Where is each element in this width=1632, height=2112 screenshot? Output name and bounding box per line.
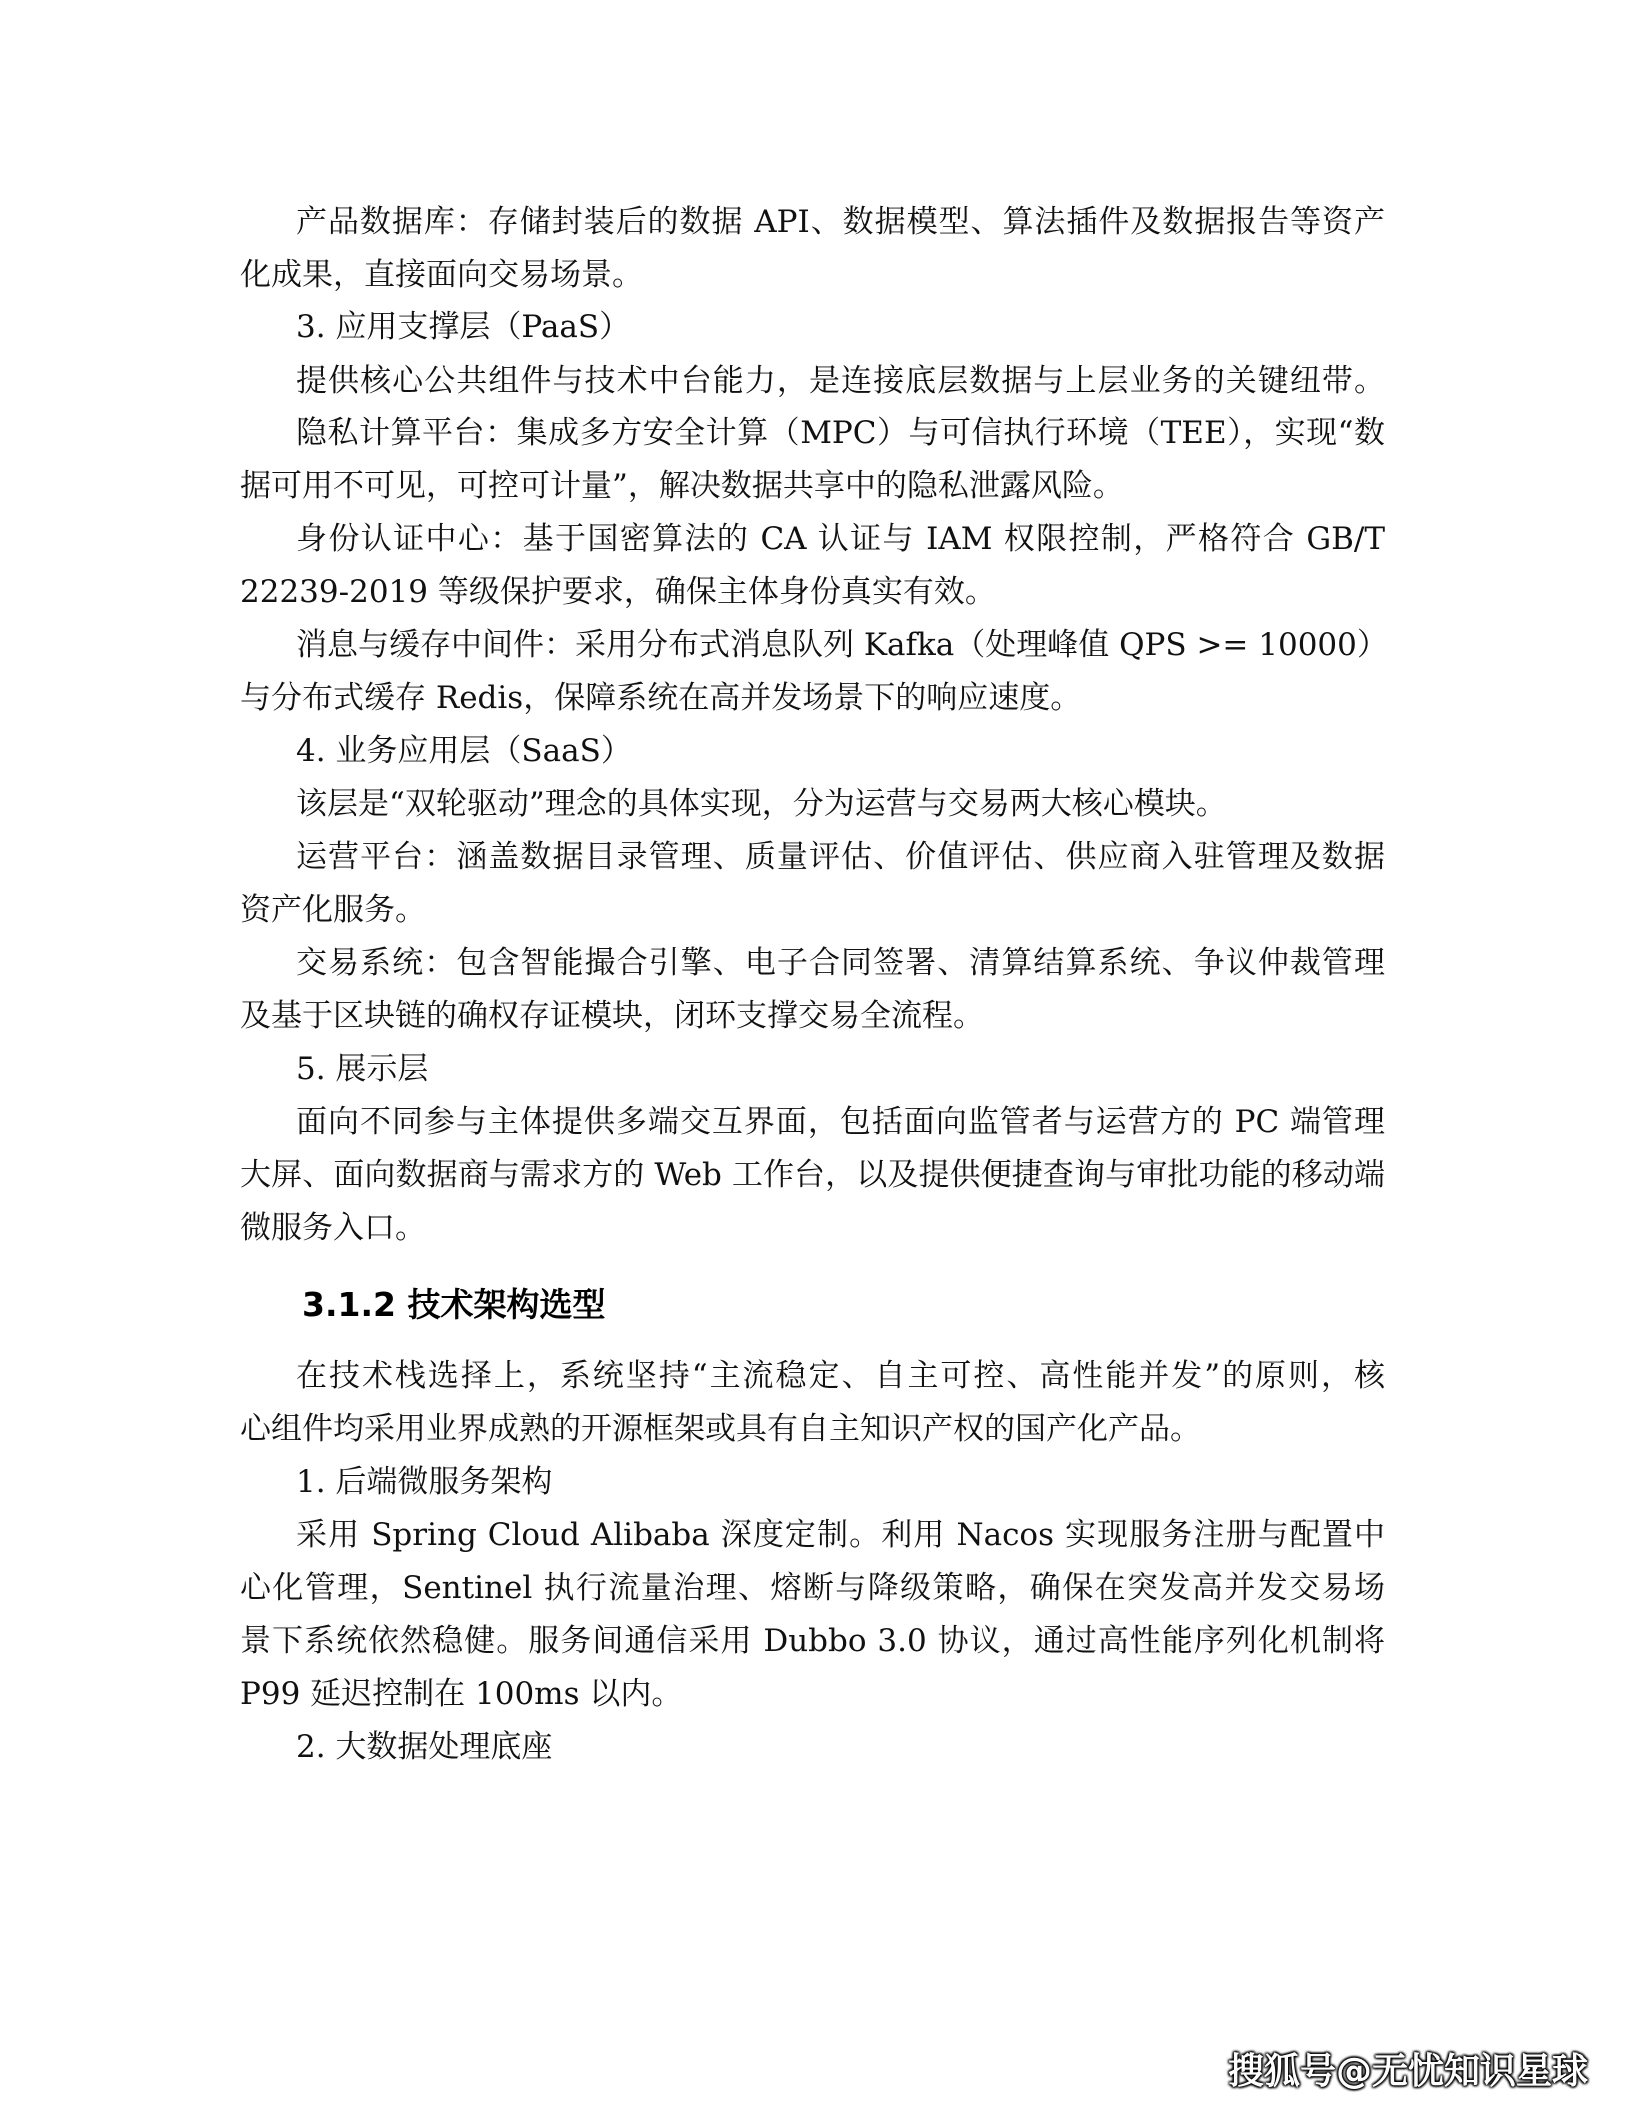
paragraph-line: 资产化服务。 [240, 892, 426, 928]
paragraph-line: 该层是“双轮驱动”理念的具体实现，分为运营与交易两大核心模块。 [296, 786, 1227, 822]
paragraph-line: 微服务入口。 [240, 1210, 426, 1246]
paragraph-line: 大屏、面向数据商与需求方的 Web 工作台，以及提供便捷查询与审批功能的移动端 [240, 1157, 1385, 1193]
list-heading: 5. 展示层 [296, 1051, 429, 1087]
paragraph-line: 22239-2019 等级保护要求，确保主体身份真实有效。 [240, 574, 996, 610]
paragraph-line: 采用 Spring Cloud Alibaba 深度定制。利用 Nacos 实现服务注册与配置中 [296, 1517, 1385, 1553]
paragraph-line: P99 延迟控制在 100ms 以内。 [240, 1676, 683, 1712]
paragraph-line: 心化管理，Sentinel 执行流量治理、熔断与降级策略，确保在突发高并发交易场 [240, 1570, 1385, 1606]
paragraph-line: 产品数据库：存储封装后的数据 API、数据模型、算法插件及数据报告等资产 [296, 204, 1385, 240]
paragraph-line: 运营平台：涵盖数据目录管理、质量评估、价值评估、供应商入驻管理及数据 [296, 839, 1385, 875]
paragraph-line: 及基于区块链的确权存证模块，闭环支撑交易全流程。 [240, 998, 984, 1034]
list-heading: 2. 大数据处理底座 [296, 1729, 553, 1765]
section-heading: 3.1.2 技术架构选型 [302, 1285, 606, 1324]
paragraph-line: 面向不同参与主体提供多端交互界面，包括面向监管者与运营方的 PC 端管理 [296, 1104, 1385, 1140]
paragraph-line: 提供核心公共组件与技术中台能力，是连接底层数据与上层业务的关键纽带。 [296, 363, 1385, 399]
paragraph-line: 心组件均采用业界成熟的开源框架或具有自主知识产权的国产化产品。 [240, 1411, 1201, 1447]
watermark-text: 搜狐号@无忧知识星球 [1227, 2051, 1588, 2092]
paragraph-line: 景下系统依然稳健。服务间通信采用 Dubbo 3.0 协议，通过高性能序列化机制将 [240, 1623, 1385, 1659]
paragraph-line: 在技术栈选择上，系统坚持“主流稳定、自主可控、高性能并发”的原则，核 [296, 1358, 1385, 1394]
paragraph-line: 身份认证中心：基于国密算法的 CA 认证与 IAM 权限控制，严格符合 GB/T [296, 521, 1385, 557]
paragraph-line: 据可用不可见，可控可计量”，解决数据共享中的隐私泄露风险。 [240, 468, 1124, 504]
paragraph-line: 消息与缓存中间件：采用分布式消息队列 Kafka（处理峰值 QPS >= 10000） [296, 627, 1388, 663]
paragraph-line: 交易系统：包含智能撮合引擎、电子合同签署、清算结算系统、争议仲裁管理 [296, 945, 1385, 981]
paragraph-line: 与分布式缓存 Redis，保障系统在高并发场景下的响应速度。 [240, 680, 1082, 716]
paragraph-line: 隐私计算平台：集成多方安全计算（MPC）与可信执行环境（TEE），实现“数 [296, 415, 1385, 451]
list-heading: 4. 业务应用层（SaaS） [296, 733, 632, 769]
list-heading: 3. 应用支撑层（PaaS） [296, 309, 631, 345]
list-heading: 1. 后端微服务架构 [296, 1464, 553, 1500]
paragraph-line: 化成果，直接面向交易场景。 [240, 257, 643, 293]
